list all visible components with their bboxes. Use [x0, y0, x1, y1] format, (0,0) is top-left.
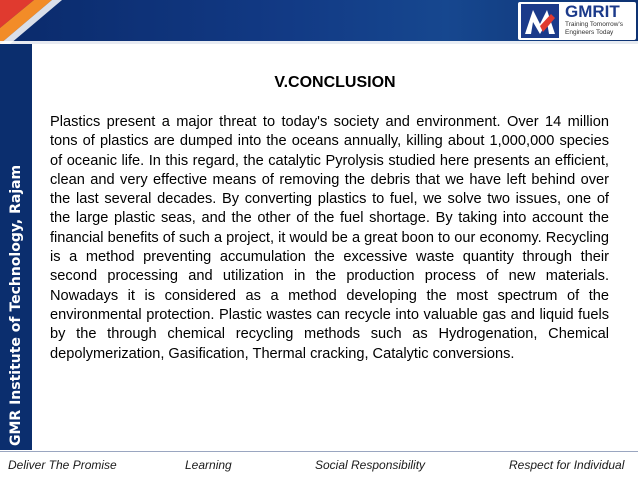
- slide-title: V.CONCLUSION: [274, 74, 396, 91]
- corner-decoration: [0, 0, 90, 44]
- footer-value-learning: Learning: [185, 458, 232, 472]
- institute-name: GMR Institute of Technology, Rajam: [8, 164, 24, 446]
- gmrit-logo: [518, 2, 636, 40]
- conclusion-paragraph: Plastics present a major threat to today's society and environment. Over 14 million tons of plastics are dumped into the oceans annually, killing about 1,000,000 species of oceanic life. In this regard, the catalytic Pyrolysis studied here presents an efficient, clean and very effective means of removing the debris that we have left behind over the last several decades. By converting plastics to fuel, we solve two issues, one of the large plastic seas, and the other of the fuel shortage. By taking into account the financial benefits of such a project, it would be a great boon to our economy. Recycling is a method preventing accumulation the excessive waste quantity through their second processing and utilization in the production process of new materials. Nowadays it is considered as a method developing the most spectrum of the environmental protection. Plastic wastes can recycle into valuable gas and liquid fuels by the through chemical recycling methods such as Hydrogenation, Chemical depolymerization, Gasification, Thermal cracking, Catalytic conversions.: [50, 114, 609, 362]
- left-sidebar: [0, 44, 32, 450]
- footer-value-respect-for-individual: Respect for Individual: [509, 458, 625, 472]
- logo-emblem-icon: [521, 4, 559, 38]
- logo-tagline-line2: Engineers Today: [565, 28, 614, 36]
- logo-tagline-line1: Training Tomorrow's: [565, 21, 623, 28]
- footer-value-social-responsibility: Social Responsibility: [315, 458, 426, 472]
- logo-name: GMRIT: [565, 2, 620, 21]
- footer: [0, 452, 638, 478]
- footer-value-deliver-the-promise: Deliver The Promise: [8, 458, 117, 472]
- sidebar-text-clip: [0, 44, 32, 450]
- header-banner: [0, 0, 638, 44]
- logo-tagline: [565, 21, 635, 36]
- header-stripe: [0, 41, 638, 44]
